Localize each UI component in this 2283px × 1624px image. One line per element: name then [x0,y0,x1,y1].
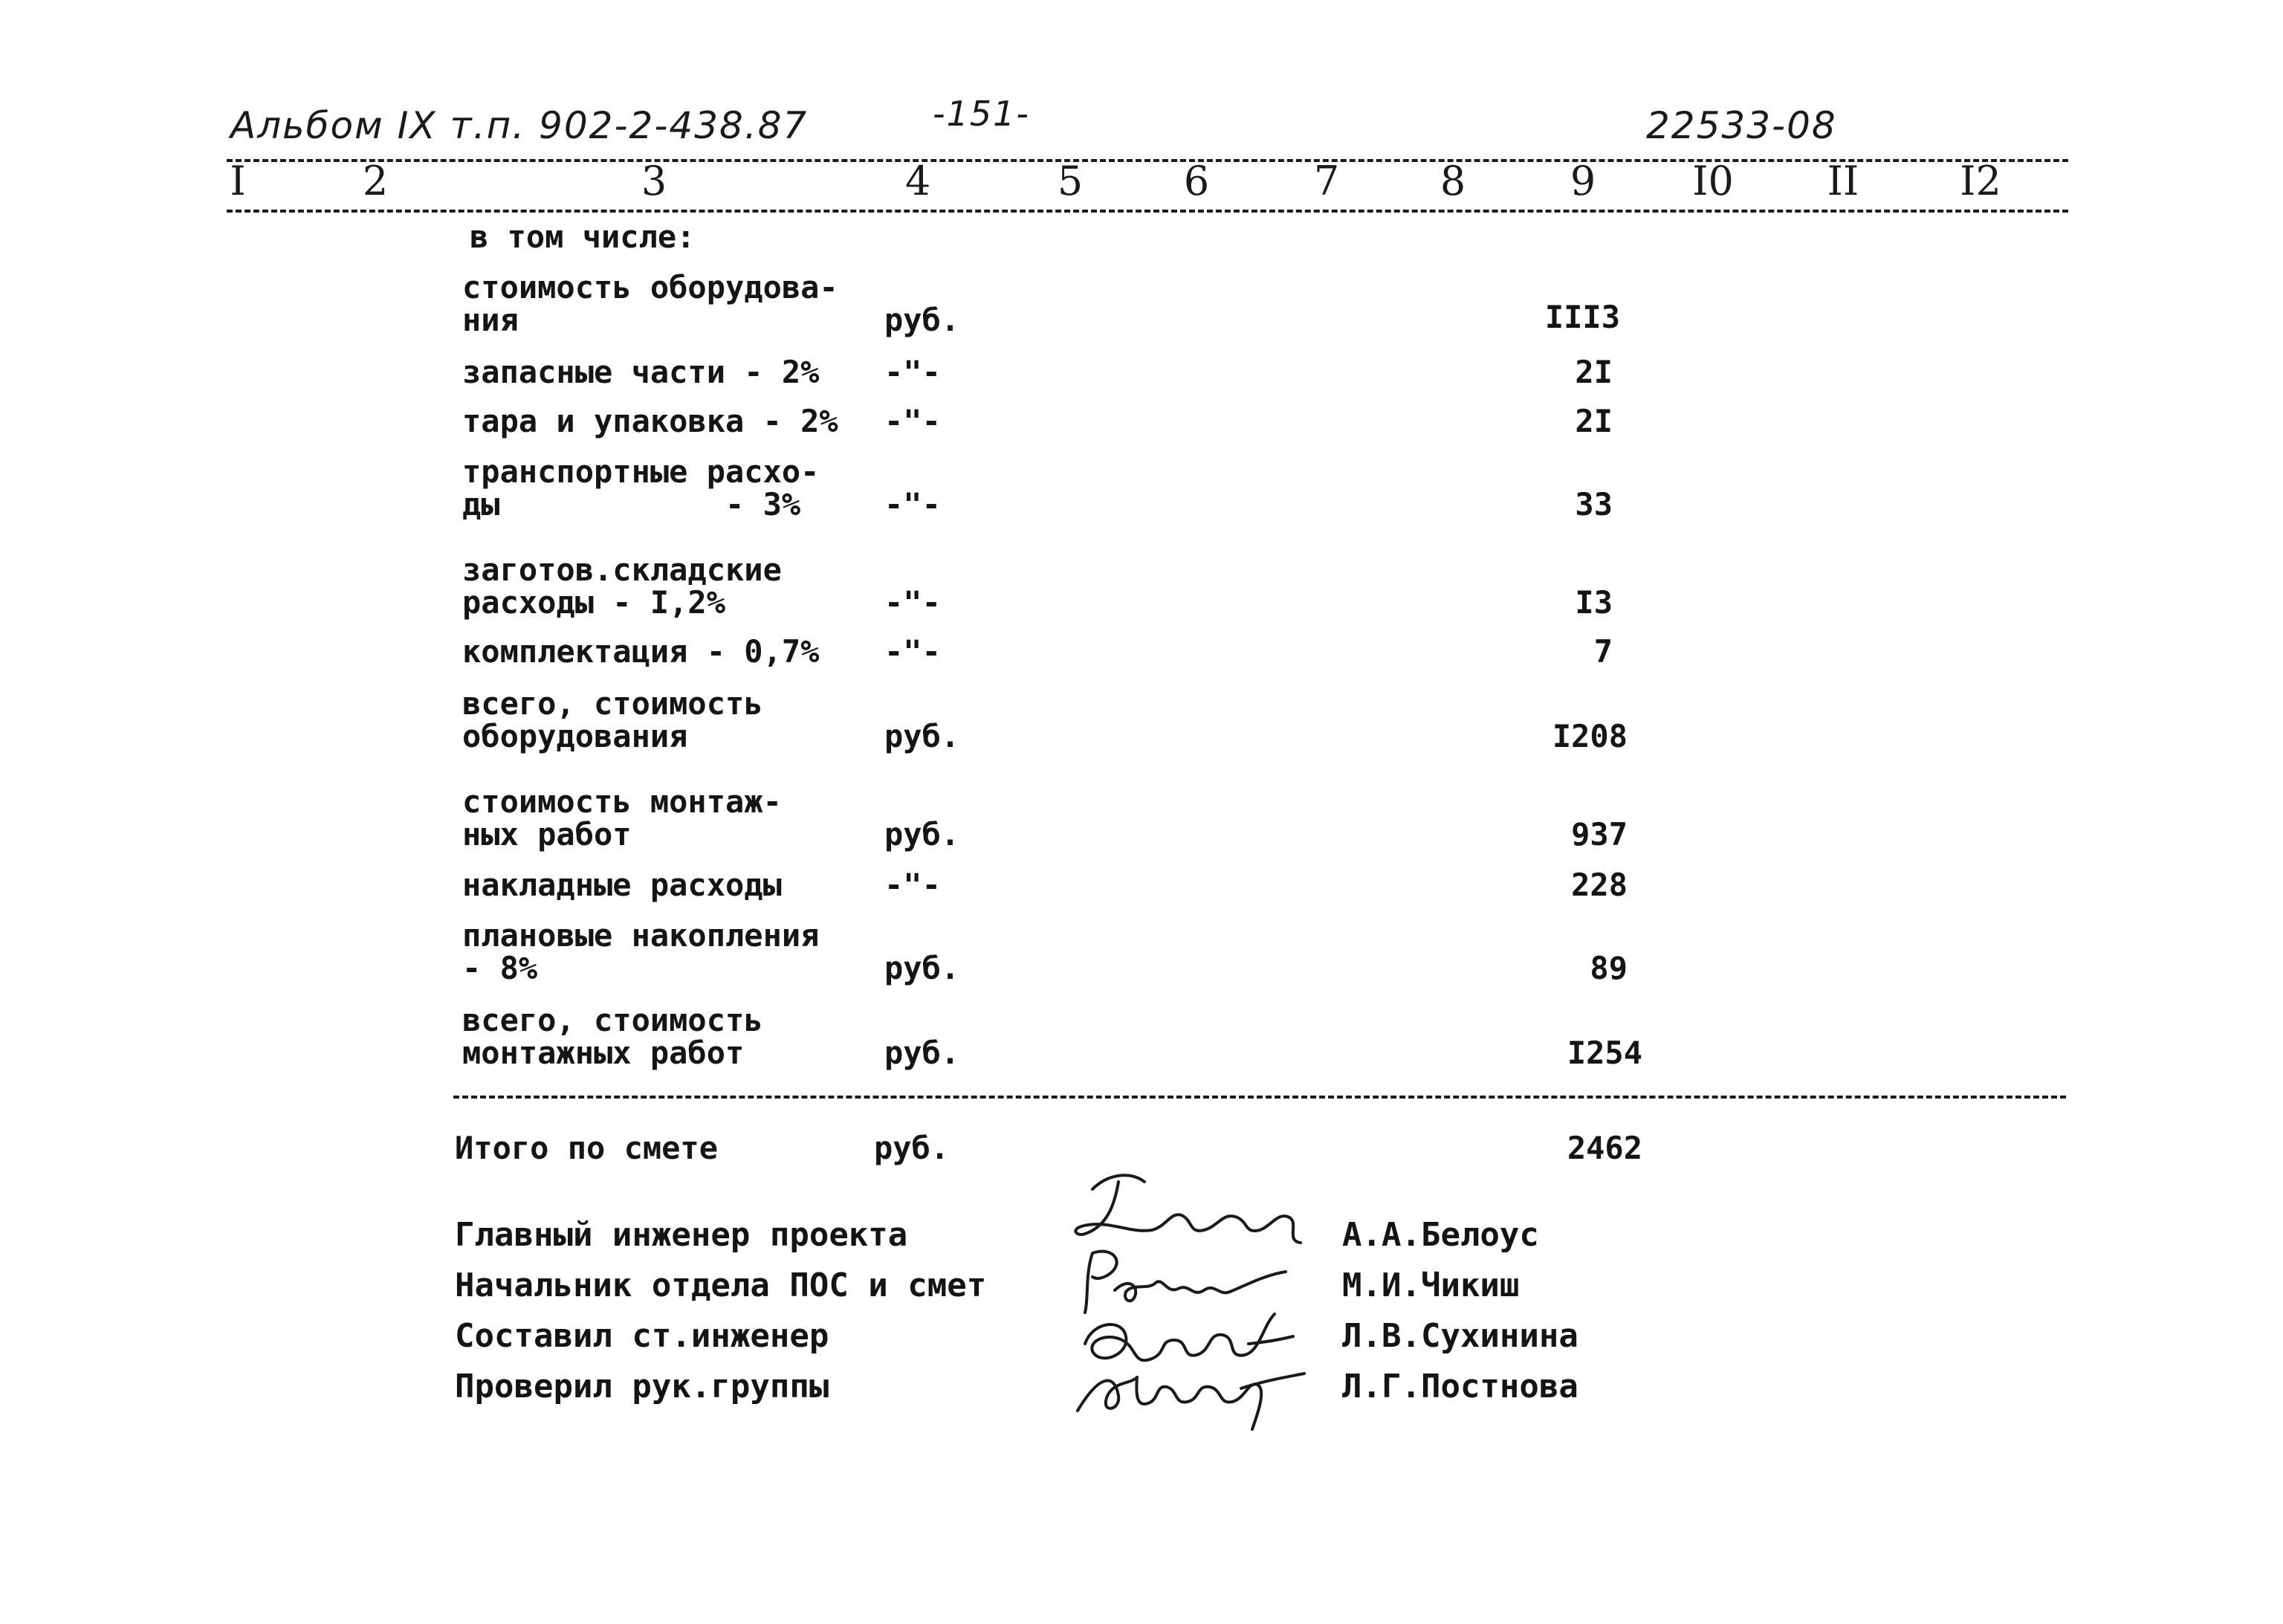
row-value: I254 [1567,1035,1642,1071]
row-label: запасные части - 2% [462,354,820,390]
row-label: всего, стоимость [462,685,763,722]
column-number: 6 [1183,158,1210,204]
row-value: 228 [1571,867,1628,903]
row-unit: руб. [884,950,960,986]
row-unit: руб. [884,1035,960,1071]
column-number: II [1827,158,1859,204]
row-unit: -"- [884,354,941,390]
column-number: 8 [1440,158,1466,204]
column-number: 5 [1057,158,1084,204]
row-label: ных работ [462,816,632,853]
page-number: -151- [933,94,1030,134]
row-unit: -"- [884,867,941,903]
column-number: I2 [1960,158,2001,204]
column-number: 4 [904,158,931,204]
signatory-role: Проверил рук.группы [455,1368,829,1405]
row-label: оборудования [462,718,688,754]
signatory-role: Главный инженер проекта [455,1216,908,1254]
signatory-name: А.А.Белоус [1342,1216,1539,1254]
signatory-name: Л.Г.Постнова [1342,1368,1578,1405]
signatory-name: Л.В.Сухинина [1342,1317,1578,1355]
row-label: тара и упаковка - 2% [462,403,838,439]
section-intro: в том числе: [470,219,696,255]
row-unit: руб. [884,816,960,853]
row-unit: -"- [884,403,941,439]
row-unit: -"- [884,633,941,670]
row-unit: -"- [884,486,941,523]
row-value: 7 [1593,633,1613,670]
column-number: I [230,158,246,204]
row-value: 33 [1575,486,1613,523]
row-label: расходы - I,2% [462,584,726,621]
row-label: заготов.складские [462,551,782,588]
row-label: - 8% [462,950,538,986]
column-number: 2 [362,158,389,204]
total-unit: руб. [874,1130,950,1166]
total-value: 2462 [1567,1130,1642,1166]
row-value: 937 [1571,816,1628,853]
row-label: плановые накопления [462,917,820,954]
row-label: ния [462,302,519,338]
column-number: I0 [1692,158,1734,204]
column-number: 3 [641,158,667,204]
album-reference: Альбом IX т.п. 902-2-438.87 [230,104,809,147]
row-value: I3 [1575,584,1613,621]
document-code: 22533-08 [1646,104,1837,147]
signatory-role: Составил ст.инженер [455,1317,829,1355]
column-number: 9 [1570,158,1596,204]
row-label: накладные расходы [462,867,782,903]
row-value: 89 [1590,950,1628,986]
row-label: стоимость оборудова- [462,269,838,305]
row-value: I208 [1552,718,1628,754]
row-unit: -"- [884,584,941,621]
row-label: ды - 3% [462,486,801,523]
signature-mark [1063,1351,1315,1433]
row-label: комплектация - 0,7% [462,633,820,670]
header-rule-top [227,159,2068,162]
row-label: монтажных работ [462,1035,745,1071]
column-number: 7 [1313,158,1340,204]
row-label: всего, стоимость [462,1002,763,1038]
row-value: 2I [1575,354,1613,390]
row-value: 2I [1575,403,1613,439]
row-label: транспортные расхо- [462,453,820,490]
row-value: III3 [1544,299,1620,335]
signatory-role: Начальник отдела ПОС и смет [455,1266,987,1304]
row-label: стоимость монтаж- [462,783,782,820]
header-rule-bottom [227,210,2068,213]
signatory-name: М.И.Чикиш [1342,1266,1520,1304]
row-unit: руб. [884,718,960,754]
total-label: Итого по смете [455,1130,719,1166]
total-divider [453,1096,2066,1099]
row-unit: руб. [884,302,960,338]
